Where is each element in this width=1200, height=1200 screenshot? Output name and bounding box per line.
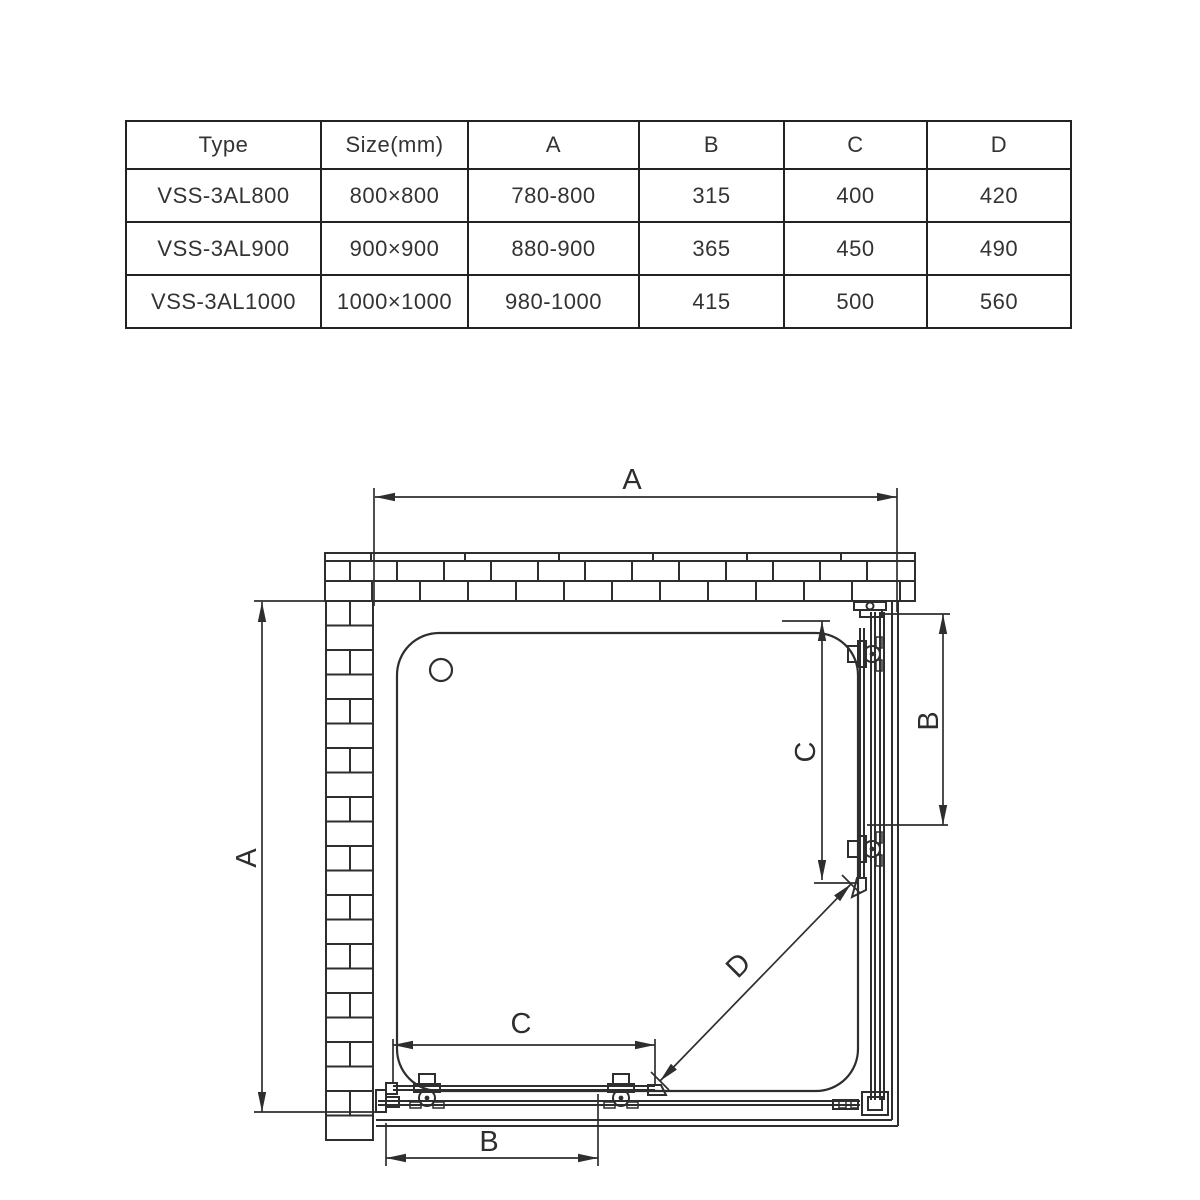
dimension-lines [254,488,950,1166]
dim-label-left-height: A [231,848,263,868]
shower-tray [397,633,858,1091]
spec-cell: 450 [784,222,927,275]
spec-cell: VSS-3AL1000 [126,275,321,328]
spec-cell: 400 [784,169,927,222]
spec-cell: VSS-3AL800 [126,169,321,222]
spec-cell: 1000×1000 [321,275,468,328]
col-header-size: Size(mm) [321,121,468,169]
spec-cell: 415 [639,275,784,328]
spec-cell: 900×900 [321,222,468,275]
spec-cell: 490 [927,222,1071,275]
drain-hole [430,659,452,681]
door-rollers [410,637,882,1108]
dim-label-bottom-inner: C [510,1008,532,1040]
dim-label-right-outer: B [913,711,945,731]
col-header-b: B [639,121,784,169]
spec-cell: 365 [639,222,784,275]
spec-cell: 500 [784,275,927,328]
dim-label-bottom-outer: B [479,1126,499,1158]
spec-cell: VSS-3AL900 [126,222,321,275]
col-header-d: D [927,121,1071,169]
col-header-a: A [468,121,639,169]
spec-cell: 420 [927,169,1071,222]
dim-label-top-width: A [622,464,642,496]
col-header-type: Type [126,121,321,169]
spec-cell: 560 [927,275,1071,328]
spec-cell: 315 [639,169,784,222]
dimension-labels [231,464,945,1158]
col-header-c: C [784,121,927,169]
dim-label-diagonal: D [719,946,758,985]
spec-cell: 780-800 [468,169,639,222]
dim-label-right-inner: C [790,741,822,763]
spec-cell: 980-1000 [468,275,639,328]
spec-cell: 880-900 [468,222,639,275]
spec-cell: 800×800 [321,169,468,222]
